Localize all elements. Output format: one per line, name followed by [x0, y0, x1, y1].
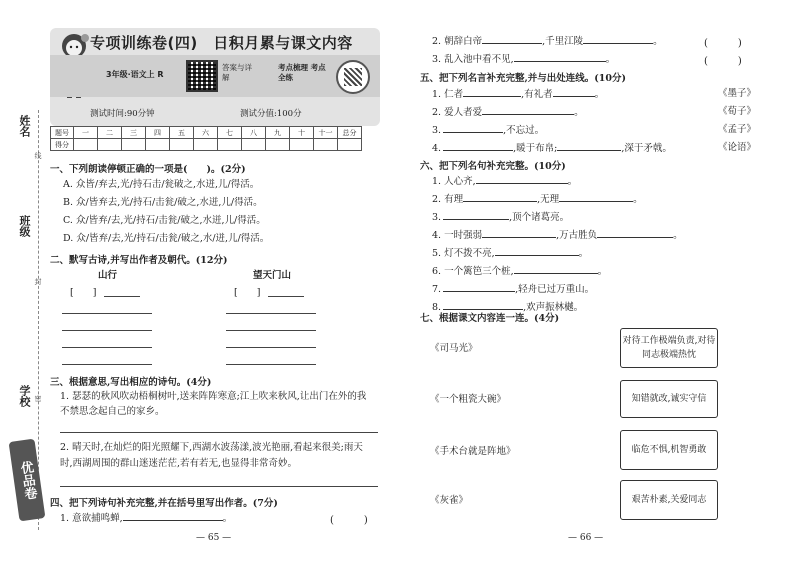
- q6-end: ,欢声振林樾。: [523, 302, 584, 313]
- score-header: 八: [242, 127, 266, 139]
- poem-title-1: 山行: [98, 270, 118, 281]
- score-table: [50, 126, 362, 151]
- review-label: 考点梳理 考点全练: [278, 63, 326, 82]
- q4-item1-end: 。: [222, 513, 233, 524]
- trait-box-3[interactable]: 临危不惧,机智勇敢: [620, 430, 718, 470]
- q6-end: ,轻舟已过万重山。: [515, 284, 595, 295]
- q5-item4-pre: 4.: [432, 143, 442, 154]
- author-blank-1[interactable]: [104, 296, 140, 297]
- score-header: 四: [146, 127, 170, 139]
- name-label: 姓名: [18, 115, 31, 137]
- q6-item3[interactable]: [432, 210, 569, 224]
- score-header: 七: [218, 127, 242, 139]
- exam-score: 测试分值:100分: [240, 109, 302, 119]
- poem-title-2: 望天门山: [253, 270, 292, 281]
- q6-end: 。: [633, 194, 643, 205]
- score-cell[interactable]: [98, 139, 122, 151]
- source-xunzi[interactable]: 《荀子》: [718, 106, 757, 117]
- blank[interactable]: [463, 192, 537, 202]
- q6-pre: 3.: [432, 212, 442, 223]
- score-cell[interactable]: [74, 139, 98, 151]
- q6-item7[interactable]: [432, 282, 594, 296]
- blank[interactable]: [583, 34, 653, 44]
- q6-mid: ,万古胜负: [556, 230, 598, 241]
- q5-item4[interactable]: [432, 141, 672, 155]
- grade-label: 3年级·语文上 R: [106, 70, 164, 79]
- q1-option-c[interactable]: C. 众/皆弃/去,光/持石/击瓮/破之,水迸,儿/得活。: [63, 215, 266, 226]
- blank[interactable]: [559, 192, 633, 202]
- q5-item2-pre: 2. 爱人者爱: [432, 107, 483, 118]
- q1-title: 一、下列朗读停顿正确的一项是( )。(2分): [50, 164, 246, 175]
- score-header: 一: [74, 127, 98, 139]
- q5-item2[interactable]: [432, 105, 584, 119]
- q5-item1-mid: ,有礼者: [521, 89, 553, 100]
- score-cell[interactable]: [242, 139, 266, 151]
- q4-item2[interactable]: [432, 34, 663, 48]
- school-label: 学校: [18, 385, 31, 407]
- poem-line-blank[interactable]: [226, 347, 316, 348]
- q4-item1-text: 1. 意欲捕鸣蝉,: [60, 513, 123, 524]
- author-bracket-1[interactable]: [ ]: [70, 287, 97, 298]
- q4-item3-end: 。: [605, 54, 616, 65]
- page-number-left: — 65 —: [196, 533, 232, 543]
- q4-author-paren-3[interactable]: ( ): [704, 56, 742, 67]
- q6-title: 六、把下列名句补充完整。(10分): [420, 161, 566, 172]
- q6-end: 。: [567, 176, 578, 187]
- score-row-label: 得分: [51, 139, 74, 151]
- blank[interactable]: [443, 210, 509, 220]
- seal-feng: 封: [34, 278, 42, 285]
- blank[interactable]: [557, 141, 621, 151]
- score-header: 五: [170, 127, 194, 139]
- exam-time: 测试时间:90分钟: [90, 109, 155, 119]
- header-strip: [50, 55, 380, 97]
- author-bracket-2[interactable]: [ ]: [234, 287, 261, 298]
- q6-pre: 8.: [432, 302, 442, 313]
- score-cell[interactable]: [218, 139, 242, 151]
- source-lunyu[interactable]: 《论语》: [718, 142, 757, 153]
- blank[interactable]: [482, 34, 542, 44]
- q6-end: 。: [597, 266, 608, 277]
- q4-item3-pre: 3. 乱入池中看不见,: [432, 54, 514, 65]
- q6-pre: 6. 一个篱笆三个桩,: [432, 266, 514, 277]
- blank[interactable]: [443, 141, 513, 151]
- q4-item2-end: 。: [653, 36, 663, 47]
- q6-pre: 5. 灯不拨不亮,: [432, 248, 495, 259]
- q6-end: ,顶个诸葛亮。: [509, 212, 570, 223]
- q7-title: 七、根据课文内容连一连。(4分): [420, 313, 560, 324]
- q6-item1[interactable]: [432, 174, 577, 188]
- q6-pre: 7.: [432, 284, 442, 295]
- q6-item5[interactable]: [432, 246, 588, 260]
- score-header: 二: [98, 127, 122, 139]
- q3-item1-line1: 1. 瑟瑟的秋风吹动梧桐树叶,送来阵阵寒意;江上吹来秋风,让出门在外的我: [60, 391, 367, 402]
- brand-logo: 优品卷: [9, 439, 46, 522]
- page-title: 专项训练卷(四) 日积月累与课文内容: [90, 34, 353, 52]
- score-cell[interactable]: [122, 139, 146, 151]
- poem-line-blank[interactable]: [226, 313, 316, 314]
- poem-line-blank[interactable]: [62, 364, 152, 365]
- q3-answer-blank-1[interactable]: [60, 432, 378, 433]
- poem-line-blank[interactable]: [62, 330, 152, 331]
- trait-box-4[interactable]: 艰苦朴素,关爱同志: [620, 480, 718, 520]
- poem-line-blank[interactable]: [62, 347, 152, 348]
- q6-item6[interactable]: [432, 264, 607, 278]
- q6-item2[interactable]: [432, 192, 643, 206]
- q6-pre: 4. 一时强弱: [432, 230, 483, 241]
- poem-line-blank[interactable]: [226, 330, 316, 331]
- text-operating-table[interactable]: 《手术台就是阵地》: [430, 446, 516, 457]
- blank[interactable]: [514, 264, 598, 274]
- q3-item2-line1: 2. 晴天时,在灿烂的阳光照耀下,西湖水波荡漾,波光艳丽,看起来很美;雨天: [60, 442, 363, 453]
- blank[interactable]: [443, 300, 523, 310]
- q4-item1-blank[interactable]: [123, 511, 223, 521]
- q5-item3[interactable]: [432, 123, 544, 137]
- q3-title: 三、根据意思,写出相应的诗句。(4分): [50, 377, 212, 388]
- blank[interactable]: [495, 246, 579, 256]
- blank[interactable]: [514, 52, 606, 62]
- q4-author-paren-2[interactable]: ( ): [704, 38, 742, 49]
- blank[interactable]: [597, 228, 673, 238]
- blank[interactable]: [443, 123, 503, 133]
- answer-label: 答案与详解: [222, 63, 252, 82]
- q1-option-a[interactable]: A. 众皆/弃去,光/持石击/瓮破之,水迸,儿/得活。: [63, 179, 260, 190]
- score-header: 题号: [51, 127, 74, 139]
- page-number-right: — 66 —: [568, 533, 604, 543]
- q4-item2-mid: ,千里江陵: [542, 36, 584, 47]
- q6-pre: 1. 人心齐,: [432, 176, 476, 187]
- blank[interactable]: [463, 87, 521, 97]
- seal-line: 线: [34, 152, 42, 159]
- q1-option-b[interactable]: B. 众/皆弃去,光/持石/击瓮/破之,水迸,儿/得活。: [63, 197, 263, 208]
- q5-item3-pre: 3.: [432, 125, 442, 136]
- class-label: 班级: [18, 215, 31, 237]
- header-banner: [50, 28, 380, 126]
- q5-item4-extra: ,深于矛戟。: [621, 143, 672, 154]
- text-huique[interactable]: 《灰雀》: [430, 495, 469, 506]
- blank[interactable]: [482, 105, 574, 115]
- score-cell[interactable]: [290, 139, 314, 151]
- score-cell[interactable]: [266, 139, 290, 151]
- score-header: 总分: [338, 127, 362, 139]
- q5-item1[interactable]: [432, 87, 604, 101]
- review-qr-icon[interactable]: [336, 60, 370, 94]
- score-header: 六: [194, 127, 218, 139]
- q6-item4[interactable]: [432, 228, 683, 242]
- score-cell[interactable]: [338, 139, 362, 151]
- blank[interactable]: [482, 228, 556, 238]
- seal-mi: 密: [34, 395, 42, 402]
- qr-code-icon[interactable]: [186, 60, 218, 92]
- author-blank-2[interactable]: [268, 296, 304, 297]
- q3-item1-line2: 不禁思念起自己的家乡。: [60, 406, 165, 417]
- score-cell[interactable]: [194, 139, 218, 151]
- q6-mid: ,无理: [537, 194, 560, 205]
- poem-line-blank[interactable]: [226, 364, 316, 365]
- trait-box-2[interactable]: 知错就改,诚实守信: [620, 380, 718, 418]
- text-simaguang[interactable]: 《司马光》: [430, 343, 478, 354]
- q6-pre: 2. 有理: [432, 194, 464, 205]
- q4-item2-pre: 2. 朝辞白帝: [432, 36, 483, 47]
- q5-title: 五、把下列名言补充完整,并与出处连线。(10分): [420, 73, 627, 84]
- q5-item4-end: ,暖于布帛;: [513, 143, 558, 154]
- q3-answer-blank-2[interactable]: [60, 486, 378, 487]
- score-header: 九: [266, 127, 290, 139]
- score-cell[interactable]: [146, 139, 170, 151]
- source-mozi[interactable]: 《墨子》: [718, 88, 757, 99]
- score-cell[interactable]: [314, 139, 338, 151]
- q5-item3-end: ,不忘过。: [503, 125, 545, 136]
- blank[interactable]: [443, 282, 515, 292]
- source-mengzi[interactable]: 《孟子》: [718, 124, 757, 135]
- score-header: 十: [290, 127, 314, 139]
- q4-title: 四、把下列诗句补充完整,并在括号里写出作者。(7分): [50, 498, 278, 509]
- q1-option-d[interactable]: D. 众/皆弃/去,光/持石/击瓮/破之,水/迸,儿/得活。: [63, 233, 270, 244]
- text-bowl[interactable]: 《一个粗瓷大碗》: [430, 394, 507, 405]
- q4-item3[interactable]: [432, 52, 615, 66]
- q4-author-paren-1[interactable]: ( ): [330, 515, 368, 526]
- score-header: 三: [122, 127, 146, 139]
- blank[interactable]: [476, 174, 568, 184]
- q4-item1[interactable]: [60, 511, 232, 525]
- poem-line-blank[interactable]: [62, 313, 152, 314]
- blank[interactable]: [553, 87, 595, 97]
- q3-item2-line2: 时,西湖周围的群山迷迷茫茫,若有若无,也显得非常奇妙。: [60, 458, 298, 469]
- score-header: 十一: [314, 127, 338, 139]
- q6-end: 。: [673, 230, 683, 241]
- trait-box-1[interactable]: 对待工作极端负责,对待同志极端热忱: [620, 328, 718, 368]
- q2-title: 二、默写古诗,并写出作者及朝代。(12分): [50, 255, 228, 266]
- score-cell[interactable]: [170, 139, 194, 151]
- q6-end: 。: [578, 248, 589, 259]
- q5-item1-end: 。: [594, 89, 605, 100]
- q5-item1-pre: 1. 仁者: [432, 89, 464, 100]
- q5-item2-end: 。: [574, 107, 584, 118]
